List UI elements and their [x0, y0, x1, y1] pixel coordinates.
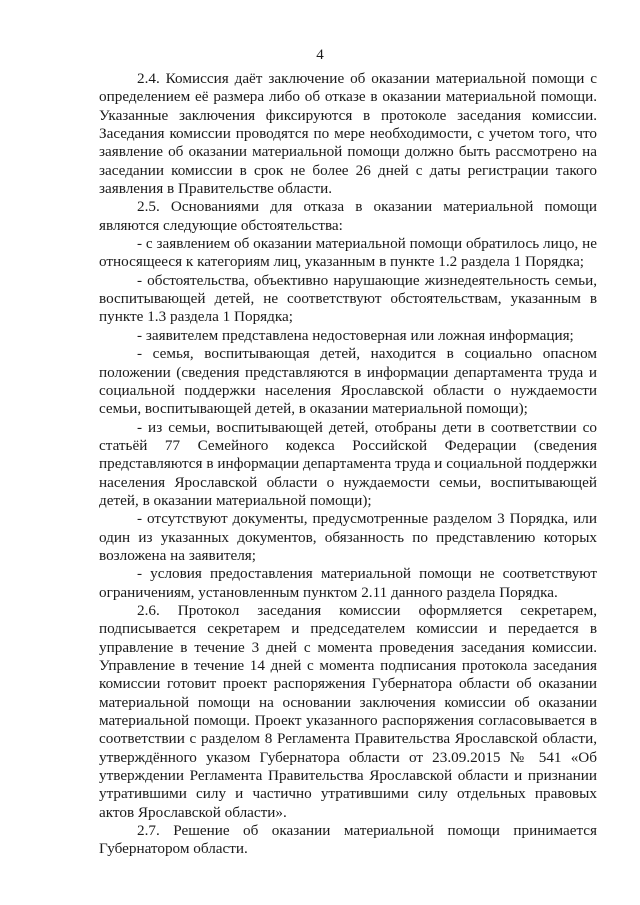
list-item-conditions-mismatch: - условия предоставления материальной помощи не соответствуют ограничениям, установленным пунктом 2.11 данного раздела Порядка.: [99, 565, 597, 601]
paragraph-2-6: 2.6. Протокол заседания комиссии оформляется секретарем, подписывается секретарем и председателем комиссии и передается в управление в течение 3 дней с момента проведения заседания комиссии. Управление в течение 14 дней с момента подписания протокола заседания комиссии готовит проект распоряжения Губернатора области об оказании материальной помощи на основании заключения комиссии об оказании материальной помощи. Проект указанного распоряжения согласовывается в соответствии с разделом 8 Регламента Правительства Ярославской области, утверждённого указом Губернатора области от 23.09.2015 № 541 «Об утверждении Регламента Правительства Ярославской области и признании утратившими силу и частично утратившими силу отдельных правовых актов Ярославской области».: [99, 601, 597, 821]
paragraph-2-5: 2.5. Основаниями для отказа в оказании материальной помощи являются следующие обстоятельства:: [99, 198, 597, 234]
list-item-circumstances-mismatch: - обстоятельства, объективно нарушающие жизнедеятельность семьи, воспитывающей детей, не соответствуют обстоятельствам, указанным в пункте 1.3 раздела 1 Порядка;: [99, 271, 597, 326]
list-item-not-eligible-category: - с заявлением об оказании материальной помощи обратилось лицо, не относящееся к категориям лиц, указанным в пункте 1.2 раздела 1 Порядка;: [99, 235, 597, 271]
document-body: [99, 70, 597, 859]
list-item-children-removed: - из семьи, воспитывающей детей, отобраны дети в соответствии со статьёй 77 Семейного кодекса Российской Федерации (сведения представляются в информации департамента труда и социальной поддержки населения Ярославской области о нуждаемости семьи, воспитывающей детей, в оказании материальной помощи);: [99, 418, 597, 509]
list-item-false-information: - заявителем представлена недостоверная или ложная информация;: [137, 326, 574, 344]
list-item-socially-dangerous: - семья, воспитывающая детей, находится в социально опасном положении (сведения представляются в информации департамента труда и социальной поддержки населения Ярославской области о нуждаемости семьи, воспитывающей детей, в оказании материальной помощи);: [99, 345, 597, 418]
list-item-missing-documents: - отсутствуют документы, предусмотренные разделом 3 Порядка, или один из указанных документов, обязанность по представлению которых возложена на заявителя;: [99, 510, 597, 564]
paragraph-2-7: 2.7. Решение об оказании материальной помощи принимается Губернатором области.: [99, 822, 597, 858]
paragraph-2-4: 2.4. Комиссия даёт заключение об оказании материальной помощи с определением её размера либо об отказе в оказании материальной помощи. Указанные заключения фиксируются в протоколе заседания комиссии. Заседания комиссии проводятся по мере необходимости, с учетом того, что заявление об оказании материальной помощи должно быть рассмотрено на заседании комиссии в срок не более 26 дней с даты регистрации такого заявления в Правительстве области.: [99, 70, 597, 198]
page-number: 4: [316, 47, 324, 63]
